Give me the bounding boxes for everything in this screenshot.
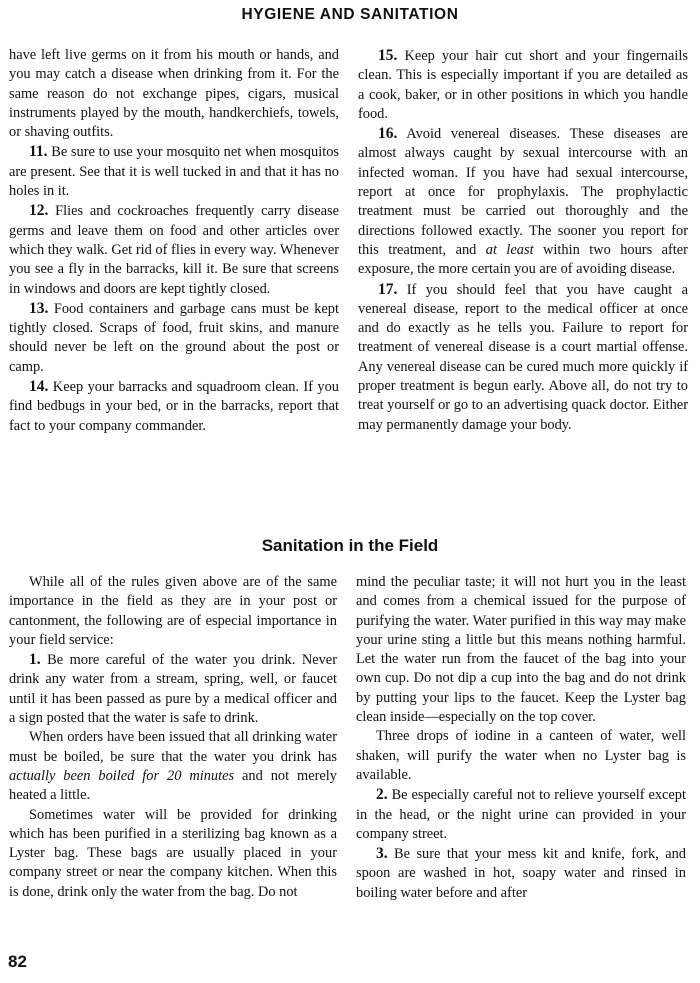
rule-17: 17. If you should feel that you have caught a venereal disease, report to the medical officer at once and do exactly as he tells you. Failure to report for treatment of venereal disease is a court martial offense. Any venereal disease can be cured much more quickly if proper treatment is begun early. Above all, do not try to treat yourself or go to an advertising quack doctor. Either may permanently damage your body. <box>358 280 688 433</box>
field-rule-3: 3. Be sure that your mess kit and knife, fork, and spoon are washed in hot, soapy water and rinsed in boiling water before and after <box>356 845 686 901</box>
running-head: HYGIENE AND SANITATION <box>241 6 459 23</box>
rule-15: 15. Keep your hair cut short and your fingernails clean. This is especially important if you are detailed as a cook, baker, or in other positions in which you handle food. <box>358 47 688 122</box>
top-left-column <box>9 46 339 436</box>
field-rule-1: 1. Be more careful of the water you drink. Never drink any water from a stream, spring, well, or faucet until it has been passed as pure by a medical officer and a sign posted that the water is safe to drink. <box>9 651 337 727</box>
lyster-bag-paragraph: Sometimes water will be provided for drinking which has been purified in a sterilizing bag known as a Lyster bag. These bags are usually placed in your company street or near the company kitchen. When this is done, drink only the water from the bag. Do not <box>9 806 337 900</box>
rule-number: 2. <box>376 786 388 804</box>
rule-14: 14. Keep your barracks and squadroom clean. If you find bedbugs in your bed, or in the barracks, report that fact to your company commander. <box>9 378 339 434</box>
emphasis: at least <box>485 241 534 258</box>
bottom-left-column <box>9 573 337 902</box>
emphasis: actually been boiled for 20 minutes <box>9 767 235 784</box>
rule-13: 13. Food containers and garbage cans must be kept tightly closed. Scraps of food, fruit skins, and manure should never be left on the ground about the post or camp. <box>9 299 339 375</box>
rule-number: 15. <box>378 47 398 64</box>
rule-number: 3. <box>376 845 388 863</box>
rule-number: 11. <box>29 143 48 161</box>
intro-paragraph: While all of the rules given above are of the same importance in the field as they are in your post or cantonment, the following are of especial importance in your field service: <box>9 574 337 648</box>
page-number: 82 <box>8 952 27 971</box>
rule-number: 13. <box>29 299 49 317</box>
section-heading: Sanitation in the Field <box>261 536 439 555</box>
rule-number: 14. <box>29 378 49 396</box>
rule-number: 1. <box>29 651 41 669</box>
rule-11: 11. Be sure to use your mosquito net when mosquitos are present. See that it is well tucked in and that it has no holes in it. <box>9 143 339 200</box>
rule-16: 16. Avoid venereal diseases. These diseases are almost always caught by sexual intercourse with an infected woman. If you have had sexual intercourse, report at once for prophylaxis. The prophylactic treatment must be carried out thoroughly and the directions followed exactly. The sooner you report for this treatment, and at least within two hours after exposure, the more certain you are of avoiding disease. <box>358 125 688 278</box>
boiled-water-paragraph: When orders have been issued that all drinking water must be boiled, be sure that the water you drink has actually been boiled for 20 minutes and not merely heated a little. <box>9 729 337 804</box>
top-right-column <box>358 46 688 435</box>
field-rule-2: 2. Be especially careful not to relieve yourself except in the head, or the night urine can provided in your company street. <box>356 786 686 842</box>
paragraph-continued: mind the peculiar taste; it will not hurt you in the least and comes from a chemical issued for the purpose of purifying the water. Water purified in this way may make your urine sting a little but this means nothing harmful. Let the water run from the faucet of the bag into your own cup. Do not dip a cup into the bag and do not drink by putting your lips to the faucet. Keep the Lyster bag clean inside—especially on the top cover. <box>356 574 686 726</box>
paragraph-continued: have left live germs on it from his mouth or hands, and you may catch a disease when drinking from it. For the same reason do not exchange pipes, cigars, musical instruments played by the mouth, handkerchiefs, towels, or shaving outfits. <box>9 47 339 141</box>
rule-number: 16. <box>378 125 398 143</box>
bottom-right-column <box>356 573 686 903</box>
iodine-paragraph: Three drops of iodine in a canteen of water, well shaken, will purify the water when no Lyster bag is available. <box>356 728 686 783</box>
rule-number: 12. <box>29 202 49 220</box>
rule-12: 12. Flies and cockroaches frequently carry disease germs and leave them on food and other articles over which they walk. Get rid of flies in every way. Whenever you see a fly in the barracks, kill it. Be sure that screens in windows and doors are kept tightly closed. <box>9 202 339 297</box>
rule-number: 17. <box>378 280 398 298</box>
